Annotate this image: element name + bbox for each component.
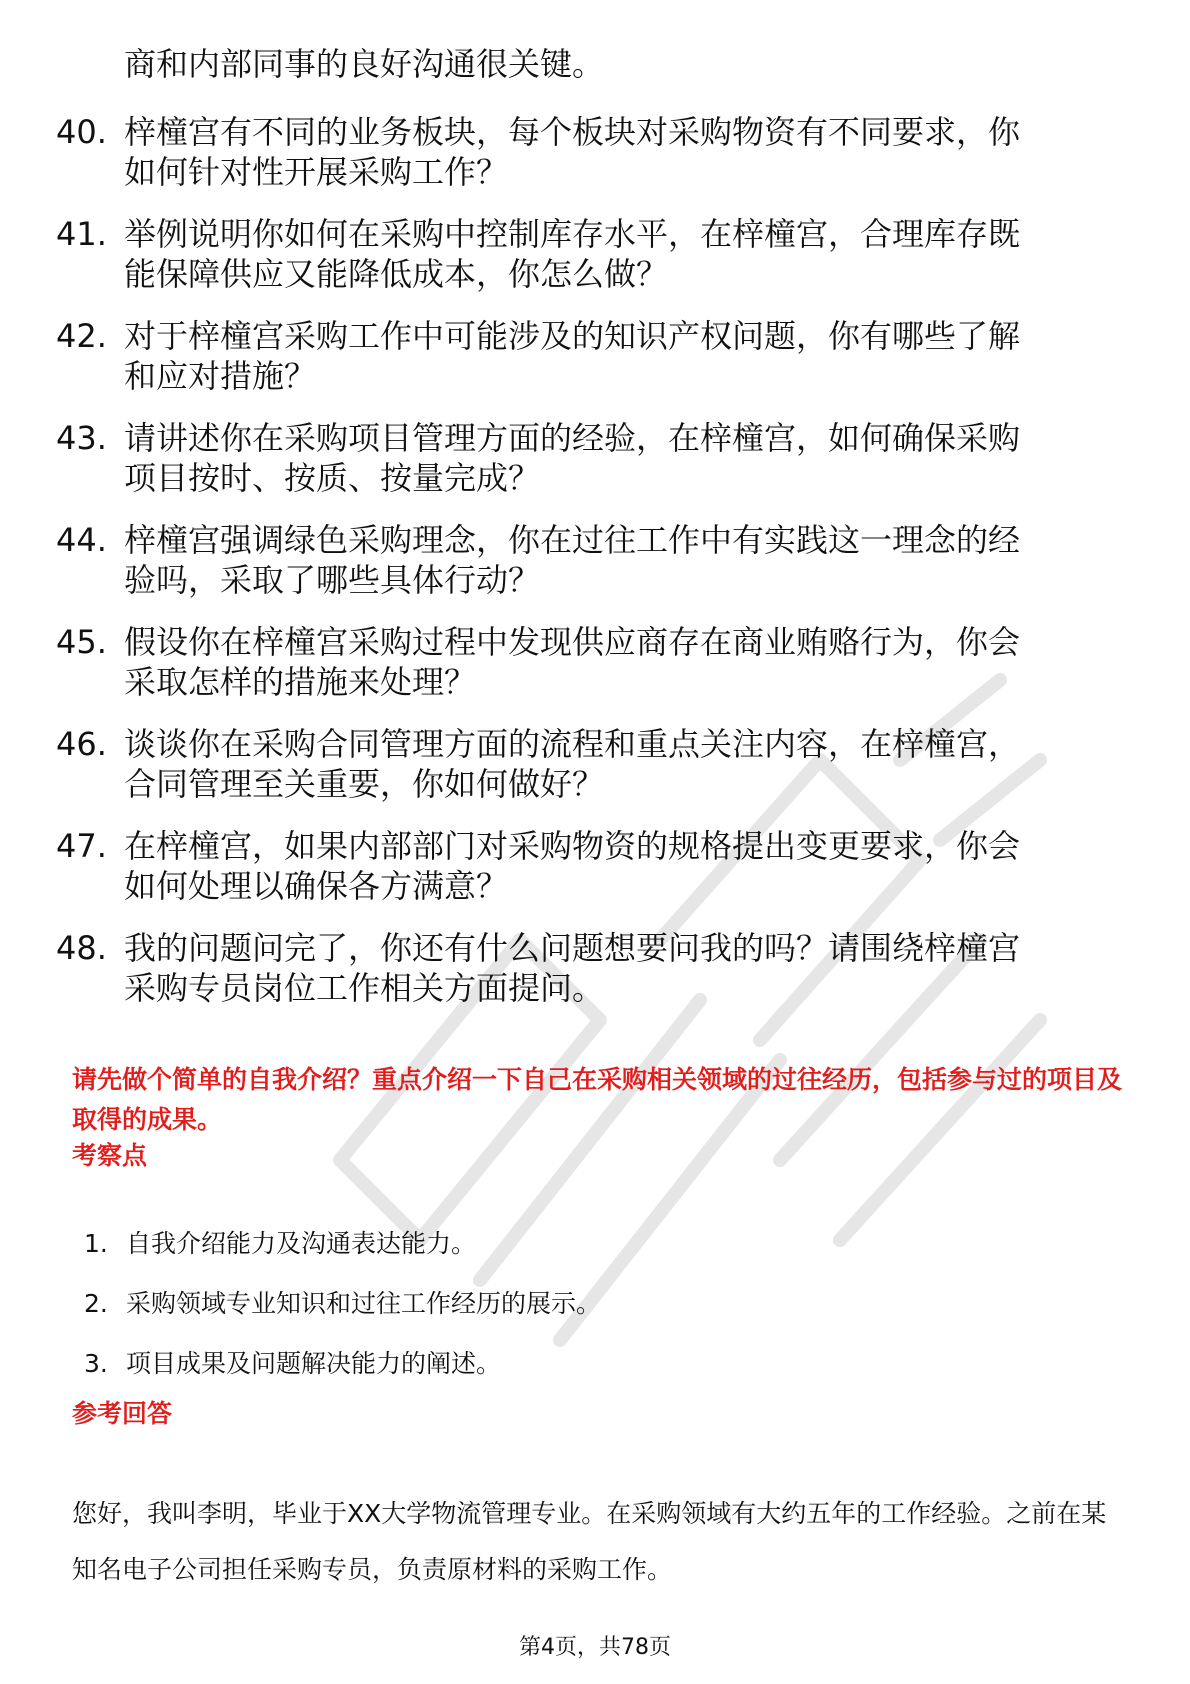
point-text: 项目成果及问题解决能力的阐述。 [126,1349,502,1378]
question-number: 45. [56,623,107,661]
question-text-line: 和应对措施？ [124,357,317,395]
intro-question: 请先做个简单的自我介绍？重点介绍一下自己在采购相关领域的过往经历，包括参与过的项目及取得的成果。 [72,1065,1123,1134]
question-text-line: 梓橦宫强调绿色采购理念，你在过往工作中有实践这一理念的经 [124,521,1021,559]
question-number: 41. [56,215,107,253]
question-item [56,826,1126,906]
point-number: 1. [84,1229,108,1258]
question-item [56,112,1126,192]
point-item [84,1228,1084,1260]
question-text-line: 假设你在梓橦宫采购过程中发现供应商存在商业贿赂行为，你会 [124,623,1021,661]
question-item [56,622,1126,702]
question-item [56,724,1126,804]
question-text-line: 我的问题问完了，你还有什么问题想要问我的吗？请围绕梓橦宫 [124,929,1021,967]
answer-paragraph: 您好，我叫李明，毕业于XX大学物流管理专业。在采购领域有大约五年的工作经验。之前在某知名电子公司担任采购专员，负责原材料的采购工作。 [72,1499,1107,1584]
points-list [84,1228,1084,1408]
question-text-line: 请讲述你在采购项目管理方面的经验，在梓橦宫，如何确保采购 [124,419,1021,457]
question-list [56,112,1126,1030]
question-item [56,316,1126,396]
question-number: 46. [56,725,107,763]
continuation-text: 商和内部同事的良好沟通很关键。 [124,45,605,83]
point-number: 2. [84,1289,108,1318]
question-text-line: 合同管理至关重要，你如何做好？ [124,765,605,803]
question-text-line: 梓橦宫有不同的业务板块，每个板块对采购物资有不同要求，你 [124,113,1021,151]
question-number: 47. [56,827,107,865]
question-number: 42. [56,317,107,355]
point-text: 自我介绍能力及沟通表达能力。 [126,1229,477,1258]
question-number: 40. [56,113,107,151]
answer-heading: 参考回答 [72,1399,173,1428]
question-text-line: 项目按时、按质、按量完成？ [124,459,541,497]
question-text-line: 对于梓橦宫采购工作中可能涉及的知识产权问题，你有哪些了解 [124,317,1021,355]
question-number: 48. [56,929,107,967]
question-text-line: 在梓橦宫，如果内部部门对采购物资的规格提出变更要求，你会 [124,827,1021,865]
question-text-line: 能保障供应又能降低成本，你怎么做？ [124,255,669,293]
point-item [84,1348,1084,1380]
question-text-line: 如何针对性开展采购工作？ [124,153,509,191]
question-item [56,418,1126,498]
question-number: 44. [56,521,107,559]
question-text-line: 采取怎样的措施来处理？ [124,663,477,701]
page-footer: 第4页，共78页 [519,1635,671,1660]
question-text-line: 验吗，采取了哪些具体行动？ [124,561,541,599]
question-item [56,214,1126,294]
question-text-line: 举例说明你如何在采购中控制库存水平，在梓橦宫，合理库存既 [124,215,1021,253]
question-number: 43. [56,419,107,457]
question-text-line: 如何处理以确保各方满意？ [124,867,509,905]
question-text-line: 谈谈你在采购合同管理方面的流程和重点关注内容，在梓橦宫， [124,725,1021,763]
question-item [56,520,1126,600]
points-heading: 考察点 [72,1141,148,1170]
question-text-line: 采购专员岗位工作相关方面提问。 [124,969,605,1007]
question-item [56,928,1126,1008]
point-text: 采购领域专业知识和过往工作经历的展示。 [126,1289,602,1318]
point-item [84,1288,1084,1320]
point-number: 3. [84,1349,108,1378]
